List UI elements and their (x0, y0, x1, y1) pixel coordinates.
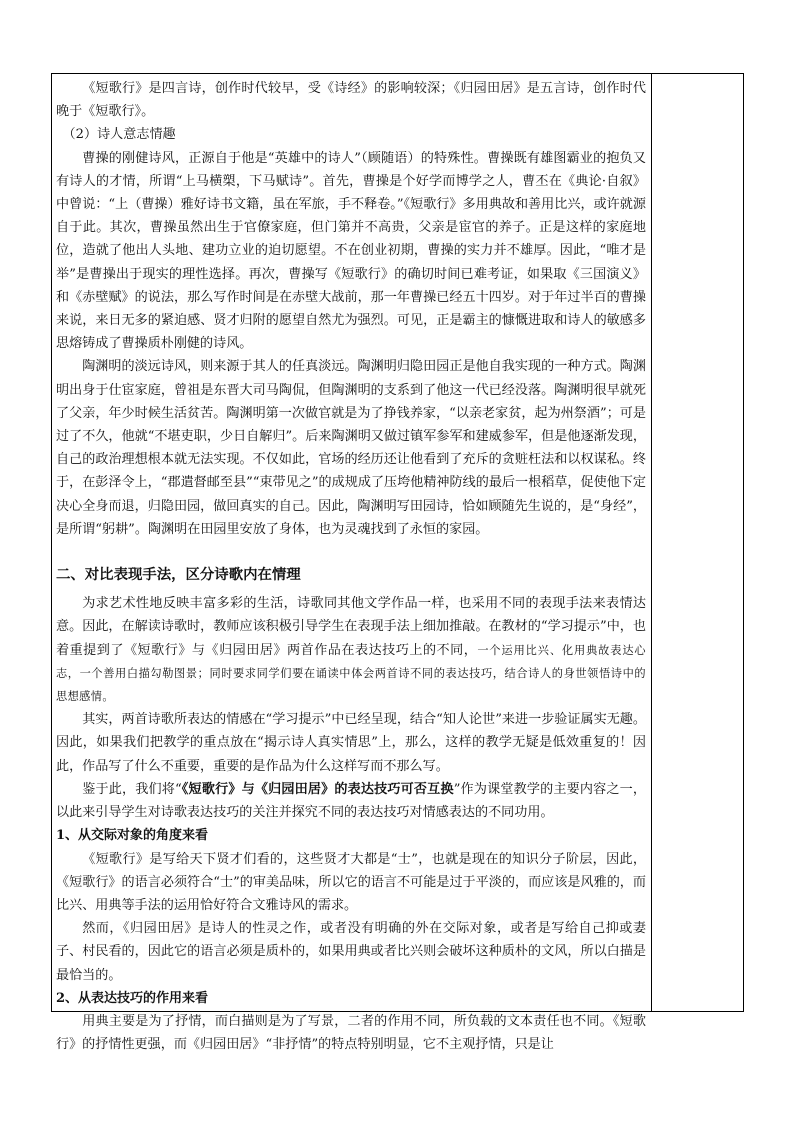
paragraph-last: 用典主要是为了抒情，而白描则是为了写景，二者的作用不同，所负载的文本责任也不同。《短歌行》的抒情性更强，而《归园田居》“非抒情”的特点特别明显，它不主观抒情，只是让 (56, 1013, 646, 1053)
subheading-technique: 2、从表达技巧的作用来看 (56, 990, 209, 1006)
paragraph-given (56, 778, 646, 824)
column-divider (651, 73, 652, 1012)
paragraph-caocao: 曹操的刚健诗风，正源自于他是“英雄中的诗人”（顾随语）的特殊性。曹操既有雄图霸业的抱负又有诗人的才情，所谓“上马横槊，下马赋诗”。首先，曹操是个好学而博学之人，曹丕在《典论·自叙》中曾说：“上（曹操）雅好诗书文籍，虽在军旅，手不释卷。”《短歌行》多用典故和善用比兴，或许就源自于此。其次，曹操虽然出生于官僚家庭，但门第并不高贵，父亲是宦官的养子。正是这样的家庭地位，造就了他出人头地、建功立业的迫切愿望。不在创业初期，曹操的实力并不雄厚。因此，“唯才是举”是曹操出于现实的理性选择。再次，曹操写《短歌行》的确切时间已难考证，如果取《三国演义》和《赤壁赋》的说法，那么写作时间是在赤壁大战前，那一年曹操已经五十四岁。对于年过半百的曹操来说，来日无多的紧迫感、贤才归附的愿望自然尤为强烈。可见，正是霸主的慷慨进取和诗人的敏感多思熔铸成了曹操质朴刚健的诗风。 (56, 150, 646, 352)
paragraph-form: 《短歌行》是四言诗，创作时代较早，受《诗经》的影响较深；《归园田居》是五言诗，创作时代晚于《短歌行》。 (56, 81, 646, 120)
paragraph-given-emphasis: 《短歌行》与《归园田居》的表达技巧可否互换 (181, 781, 454, 797)
paragraph-taoyuanming: 陶渊明的淡远诗风，则来源于其人的任真淡远。陶渊明归隐田园正是他自我实现的一种方式。陶渊明出身于仕宦家庭，曾祖是东晋大司马陶侃，但陶渊明的支系到了他这一代已经没落。陶渊明很早就死了父亲，年少时候生活贫苦。陶渊明第一次做官就是为了挣钱养家，“以亲老家贫，起为州祭酒”；可是过了不久，他就“不堪吏职，少日自解归”。后来陶渊明又做过镇军参军和建威参军，但是他逐渐发现，自己的政治理想根本就无法实现。不仅如此，官场的经历还让他看到了充斥的贪赃枉法和以权谋私。终于，在彭泽令上，“郡遣督邮至县”“束带见之”的成规成了压垮他精神防线的最后一根稻草，促使他下定决心全身而退，归隐田园，做回真实的自己。因此，陶渊明写田园诗，恰如顾随先生说的，是“身经”，是所谓“躬耕”。陶渊明在田园里安放了身体，也为灵魂找到了永恒的家园。 (56, 359, 646, 537)
paragraph-art-handwritten: 一个运用比兴、化用典故表达心志，一个善用白描勾勒图景；同时要求同学们要在诵读中体会两首诗不同的表达技巧，结合诗人的身世领悟诗中的思想感情。 (56, 643, 646, 704)
document-body (56, 77, 646, 1056)
paragraph-given-start: 鉴于此，我们将“ (82, 781, 182, 797)
paragraph-duangexing: 《短歌行》是写给天下贤才们看的，这些贤才大都是“士”，也就是现在的知识分子阶层，因此，《短歌行》的语言必须符合“士”的审美品味，所以它的语言不可能是过于平淡的，而应该是风雅的，而比兴、用典等手法的运用恰好符合文雅诗风的需求。 (56, 851, 646, 913)
section-heading-2: 二、对比表现手法，区分诗歌内在情理 (56, 566, 301, 584)
paragraph-art (56, 592, 646, 708)
paragraph-given-end: ”作为课堂教学的主要内容之一，以此来引导学生对诗歌表达技巧的关注并探究不同的表达技巧对情感表达的不同功用。 (56, 781, 646, 821)
paragraph-guiyuantianju: 然而，《归园田居》是诗人的性灵之作，或者没有明确的外在交际对象，或者是写给自己抑或妻子、村民看的，因此它的语言必须是质朴的，如果用典或者比兴则会破坏这种质朴的文风，所以白描是最恰当的。 (56, 921, 646, 983)
paragraph-actually: 其实，两首诗歌所表达的情感在“学习提示”中已经呈现，结合“知人论世”来进一步验证属实无趣。因此，如果我们把教学的重点放在“揭示诗人真实情思”上，那么，这样的教学无疑是低效重复的！因此，作品写了什么不重要，重要的是作品为什么这样写而不那么写。 (56, 712, 646, 774)
subheading-interest: （2）诗人意志情趣 (62, 127, 176, 143)
paragraph-art-text: 为求艺术性地反映丰富多彩的生活，诗歌同其他文学作品一样，也采用不同的表现手法来表情达意。因此，在解读诗歌时，教师应该积极引导学生在表现手法上细加推敲。在教材的“学习提示”中，也着重提到了《短歌行》与《归园田居》两首作品在表达技巧上的不同， (56, 596, 646, 658)
subheading-audience: 1、从交际对象的角度来看 (56, 828, 209, 844)
